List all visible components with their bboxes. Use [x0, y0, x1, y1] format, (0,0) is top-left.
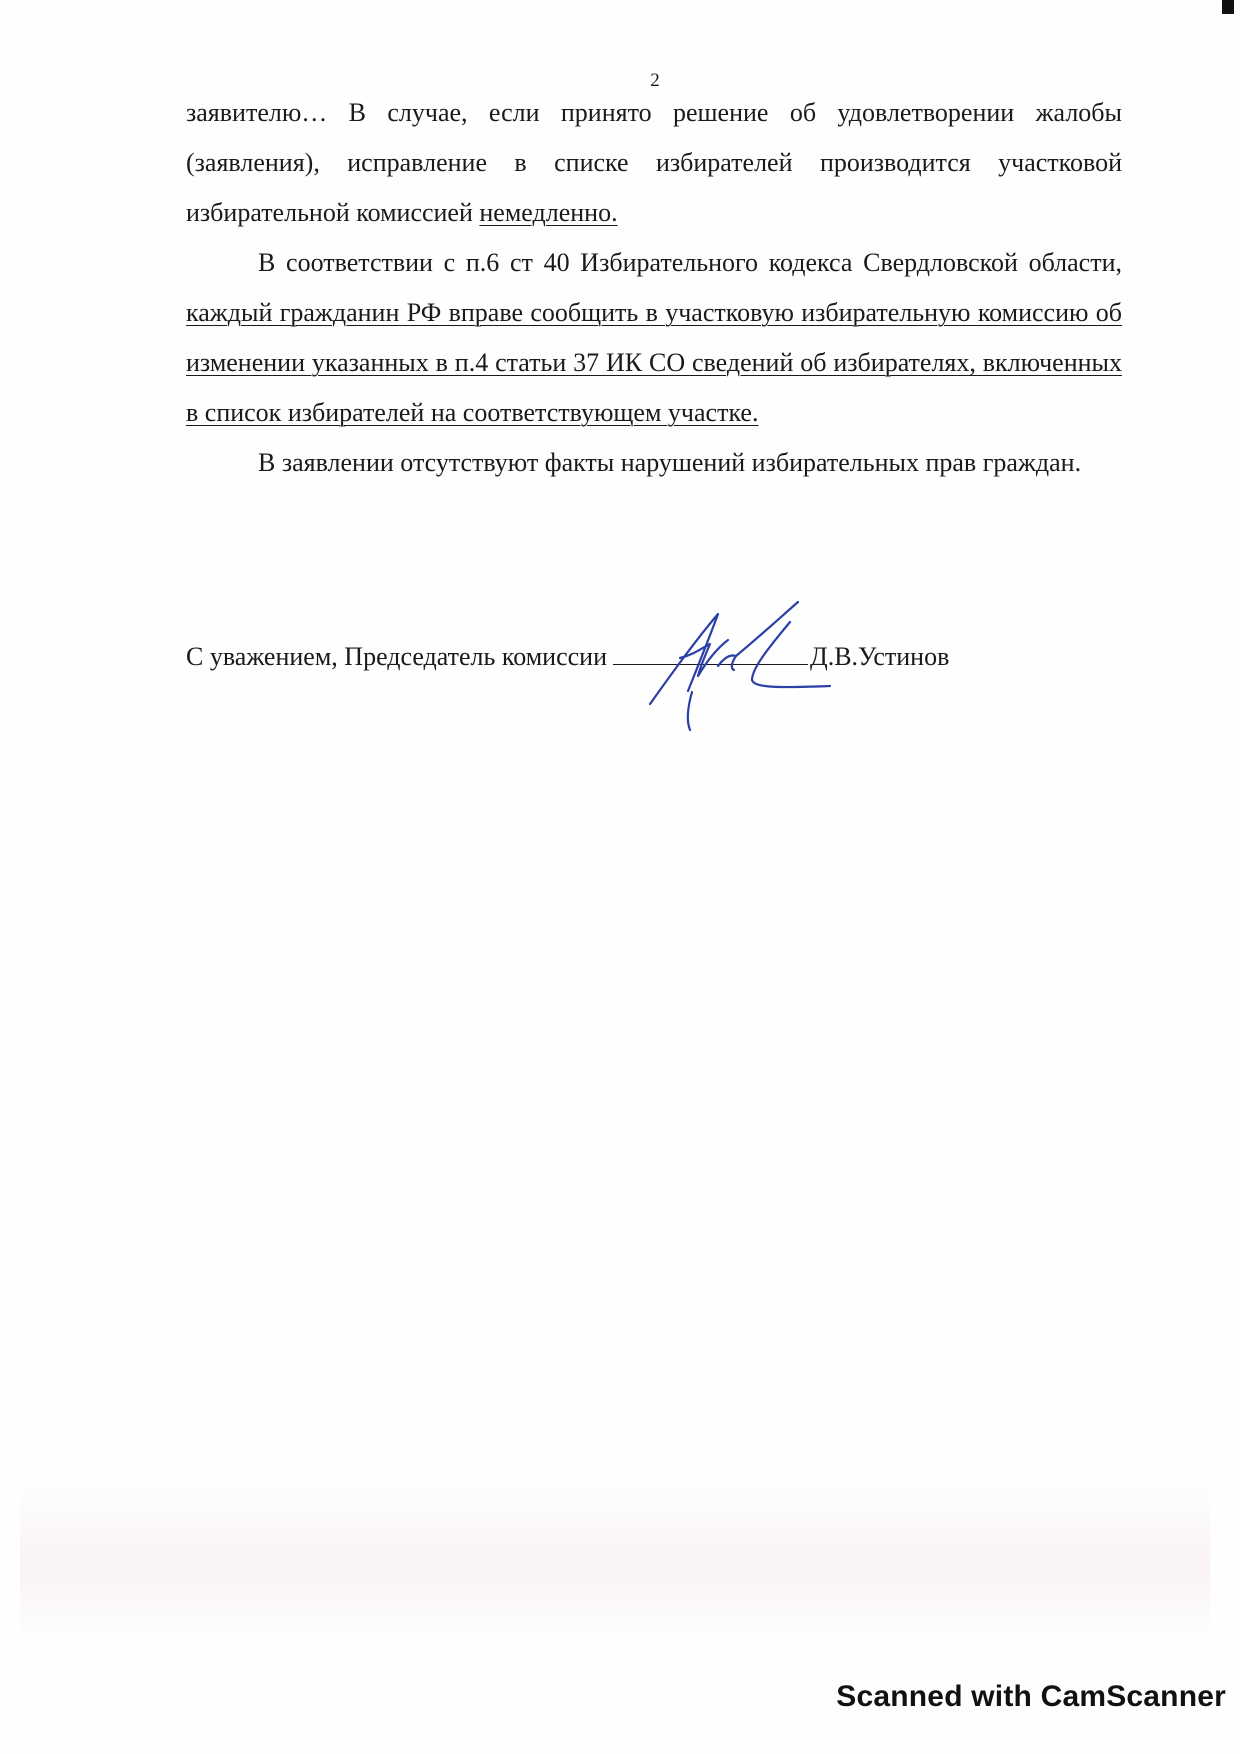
paragraph-3-text: В заявлении отсутствуют факты нарушений избирательных прав граждан. — [258, 448, 1082, 477]
scanner-watermark: Scanned with CamScanner — [836, 1680, 1226, 1713]
page-number: 2 — [650, 70, 660, 91]
closing-salutation: С уважением, Председатель комиссии — [186, 642, 607, 671]
scan-corner-mark — [1222, 0, 1234, 14]
paragraph-2 — [186, 238, 1122, 438]
signatory-name: Д.В.Устинов — [809, 642, 950, 671]
paragraph-2-text: В соответствии с п.6 ст 40 Избирательного кодекса Свердловской области, — [258, 248, 1122, 277]
paragraph-1-text: заявителю… В случае, если принято решение об удовлетворении жалобы (заявления), исправление в списке избирателей производится участковой избирательной комиссией — [186, 98, 1122, 227]
paragraph-1-underlined: немедленно. — [479, 198, 618, 227]
handwritten-signature — [640, 596, 860, 736]
paragraph-3 — [186, 438, 1122, 488]
letter-body — [186, 88, 1122, 488]
paragraph-2-underlined: каждый гражданин РФ вправе сообщить в участковую избирательную комиссию об изменении указанных в п.4 статьи 37 ИК СО сведений об избирателях, включенных в список избирателей на соответствующем участке. — [186, 298, 1122, 427]
scan-shading — [20, 1480, 1210, 1640]
paragraph-1 — [186, 88, 1122, 238]
